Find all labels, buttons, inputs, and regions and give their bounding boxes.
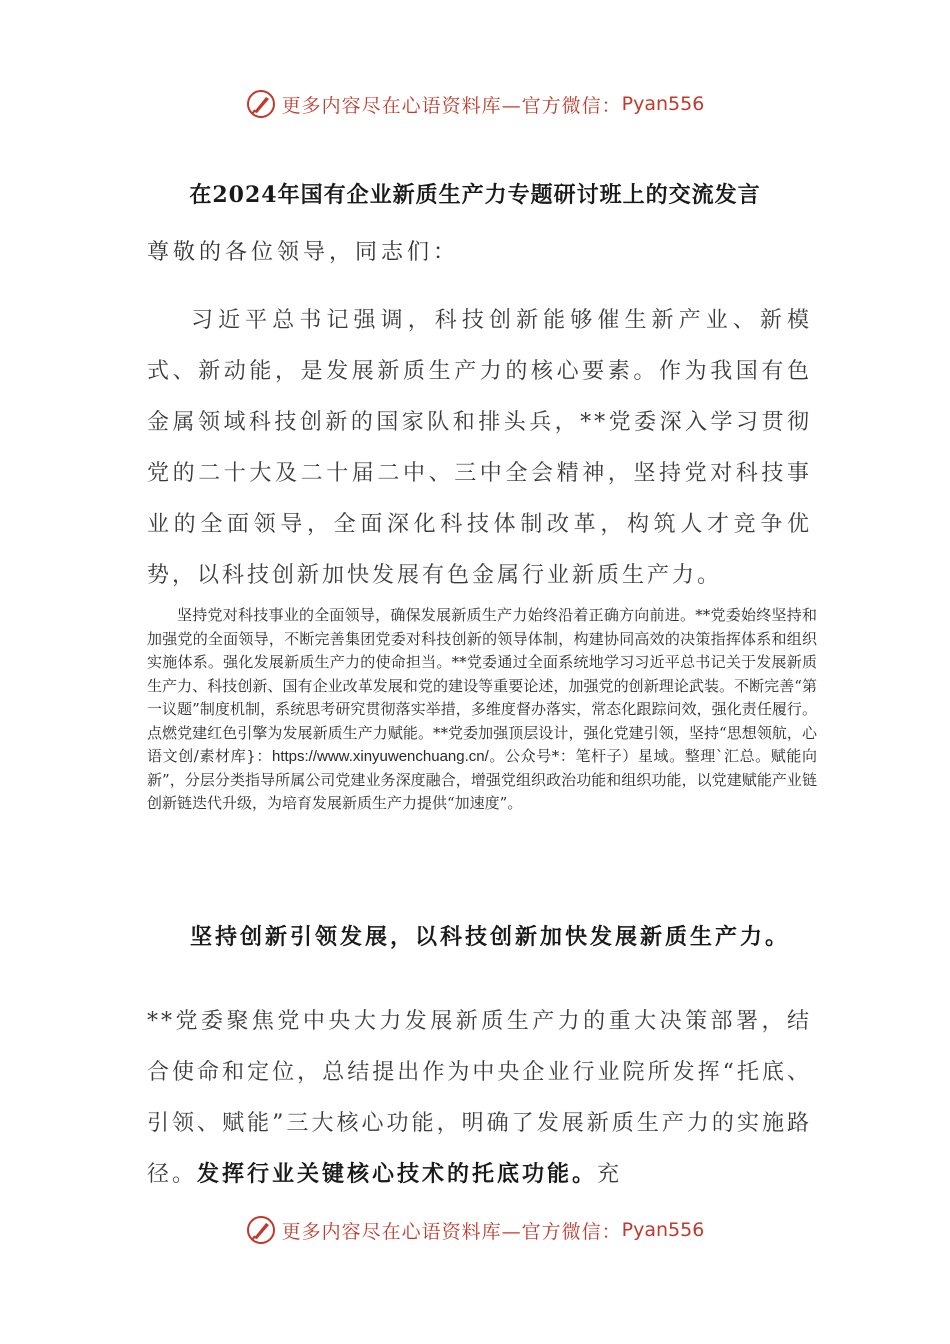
section-1-text: 坚持党对科技事业的全面领导，确保发展新质生产力始终沿着正确方向前进。**党委始终坚持和加强党的全面领导，不断完善集团党委对科技创新的领导体制，构建协同高效的决策指挥体系和组织实施体系。强化发展新质生产力的使命担当。**党委通过全面系统地学习习近平总书记关于发展新质生产力、科技创新、国有企业改革发展和党的建设等重要论述，加强党的创新理论武装。不断完善“第一议题”制度机制，系统思考研究贯彻落实举措，多维度督办落实，常态化跟踪问效，强化责任履行。点燃党建红色引擎为发展新质生产力赋能。**党委加强顶层设计，强化党建引领，坚持“思想领航，心语文创/素材库}： — [147, 606, 817, 765]
section-2-bold-text: 发挥行业关键核心技术的托底功能。 — [197, 1161, 598, 1187]
source-url: https://www.xinyuwenchuang.cn/ — [272, 748, 489, 765]
section-1-text-continued: 。公众号*：笔杆子）星域。整理`汇总。赋能向新”，分层分类指导所属公司党建业务深度融合，增强党组织政治功能和组织功能，以党建赋能产业链创新链迭代升级，为培育发展新质生产力提供“加速度”。 — [147, 747, 817, 812]
section-2-trailing: 充 — [597, 1162, 623, 1187]
section-1-paragraph — [147, 604, 817, 816]
watermark-banner-bottom — [0, 1210, 950, 1250]
section-2-paragraph — [147, 945, 812, 1200]
watermark-text: 更多内容尽在心语资料库—官方微信： — [281, 94, 622, 117]
salutation: 尊敬的各位领导，同志们： — [147, 240, 460, 265]
watermark-wechat-id: Pyan556 — [621, 1219, 705, 1241]
watermark-text: 更多内容尽在心语资料库—官方微信： — [281, 1220, 622, 1243]
document-title: 在2024年国有企业新质生产力专题研讨班上的交流发言 — [189, 182, 761, 208]
section-2-body: **党委聚焦党中央大力发展新质生产力的重大决策部署，结合使命和定位，总结提出作为中央企业行业院所发挥“托底、引领、赋能”三大核心功能，明确了发展新质生产力的实施路径。 — [147, 1009, 812, 1187]
watermark-banner-top — [0, 84, 950, 124]
intro-paragraph: 习近平总书记强调，科技创新能够催生新产业、新模式、新动能，是发展新质生产力的核心要素。作为我国有色金属领域科技创新的国家队和排头兵，**党委深入学习贯彻党的二十大及二十届二中、三中全会精神，坚持党对科技事业的全面领导，全面深化科技体制改革，构筑人才竞争优势，以科技创新加快发展有色金属行业新质生产力。 — [147, 308, 812, 588]
quill-pen-logo-icon — [246, 89, 276, 119]
watermark-wechat-id: Pyan556 — [621, 93, 705, 115]
quill-pen-logo-icon — [246, 1215, 276, 1245]
section-2-heading: 坚持创新引领发展，以科技创新加快发展新质生产力。 — [190, 924, 791, 950]
